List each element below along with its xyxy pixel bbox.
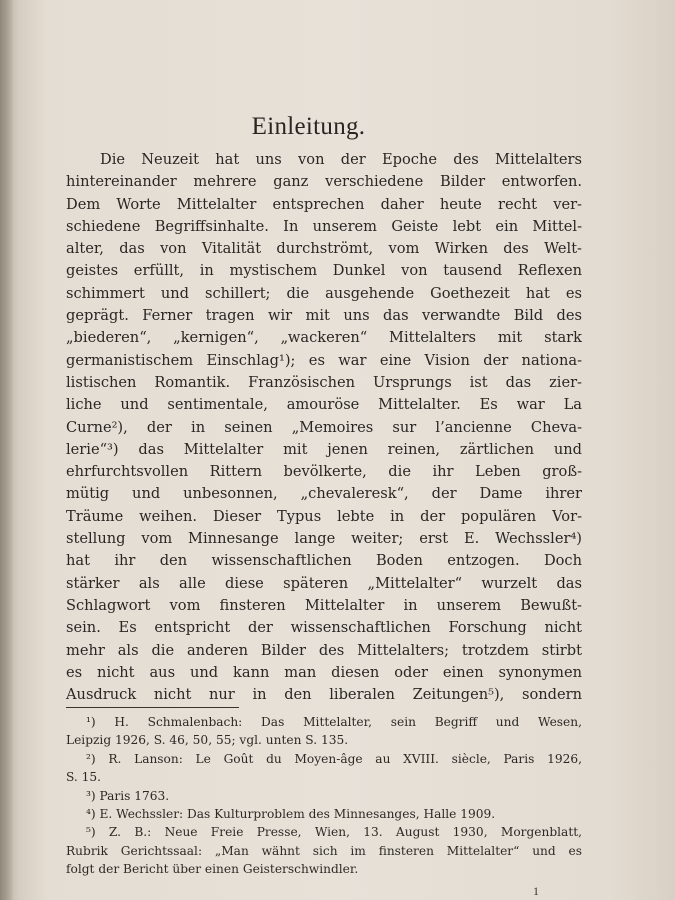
text-line: Ausdruck nicht nur in den liberalen Zeitungen⁵), sondern [66,686,582,704]
text-line: geprägt. Ferner tragen wir mit uns das verwandte Bild des [66,307,582,325]
footnote-line: ⁵) Z. B.: Neue Freie Presse, Wien, 13. August 1930, Morgenblatt, [86,825,582,840]
text-line: ehrfurchtsvollen Rittern bevölkerte, die ihr Leben groß- [66,463,582,481]
text-line: hat ihr den wissenschaftlichen Boden entzogen. Doch [66,552,582,570]
chapter-heading: Einleitung. [251,113,366,140]
text-line: alter, das von Vitalität durchströmt, vom Wirken des Welt- [66,240,582,258]
text-line: hintereinander mehrere ganz verschiedene Bilder entworfen. [66,173,582,191]
footnotes [66,713,582,879]
footnote-line: ⁴) E. Wechssler: Das Kulturproblem des Minnesanges, Halle 1909. [86,807,496,822]
text-line: listischen Romantik. Französischen Ursprungs ist das zier- [66,373,582,391]
text-line: „biederen“, „kernigen“, „wackeren“ Mittelalters mit stark [66,329,582,347]
main-paragraph [66,149,582,706]
text-line: lerie“³) das Mittelalter mit jenen reinen, zärtlichen und [66,440,582,458]
text-line: Die Neuzeit hat uns von der Epoche des Mittelalters [100,151,582,168]
text-line: stellung vom Minnesange lange weiter; erst E. Wechssler⁴) [66,530,582,548]
footnote-line: ¹) H. Schmalenbach: Das Mittelalter, sein Begriff und Wesen, [86,715,582,729]
footnote-line: Rubrik Gerichtssaal: „Man wähnt sich im finsteren Mittelalter“ und es [66,843,582,858]
text-line: es nicht aus und kann man diesen oder einen synonymen [66,663,582,681]
footnote-line: ²) R. Lanson: Le Goût du Moyen-âge au XVIII. siècle, Paris 1926, [86,751,582,766]
text-line: geistes erfüllt, in mystischem Dunkel von tausend Reflexen [66,262,582,280]
text-line: sein. Es entspricht der wissenschaftlichen Forschung nicht [66,619,582,637]
text-line: mütig und unbesonnen, „chevaleresk“, der Dame ihrer [66,485,582,503]
page-signature-mark: 1 [533,884,539,898]
text-line: germanistischem Einschlag¹); es war eine Vision der nationa- [66,351,582,369]
text-line: schiedene Begriffsinhalte. In unserem Geiste lebt ein Mittel- [66,217,582,235]
text-line: schimmert und schillert; die ausgehende Goethezeit hat es [66,284,582,302]
text-line: liche und sentimentale, amouröse Mittelalter. Es war La [66,396,582,414]
text-line: Schlagwort vom finsteren Mittelalter in unserem Bewußt- [66,596,582,614]
text-line: Dem Worte Mittelalter entsprechen daher heute recht ver- [66,195,582,213]
text-line: mehr als die anderen Bilder des Mittelalters; trotzdem stirbt [66,641,582,659]
footnote-divider [66,707,239,708]
footnote-line: S. 15. [66,770,102,785]
footnote-line: Leipzig 1926, S. 46, 50, 55; vgl. unten S. 135. [66,733,349,748]
text-line: Träume weihen. Dieser Typus lebte in der populären Vor- [66,507,582,525]
text-line: stärker als alle diese späteren „Mittelalter“ wurzelt das [66,574,582,592]
text-line: Curne²), der in seinen „Memoires sur l’ancienne Cheva- [66,418,582,436]
footnote-line: ³) Paris 1763. [86,788,170,803]
footnote-line: folgt der Bericht über einen Geisterschwindler. [66,862,359,877]
